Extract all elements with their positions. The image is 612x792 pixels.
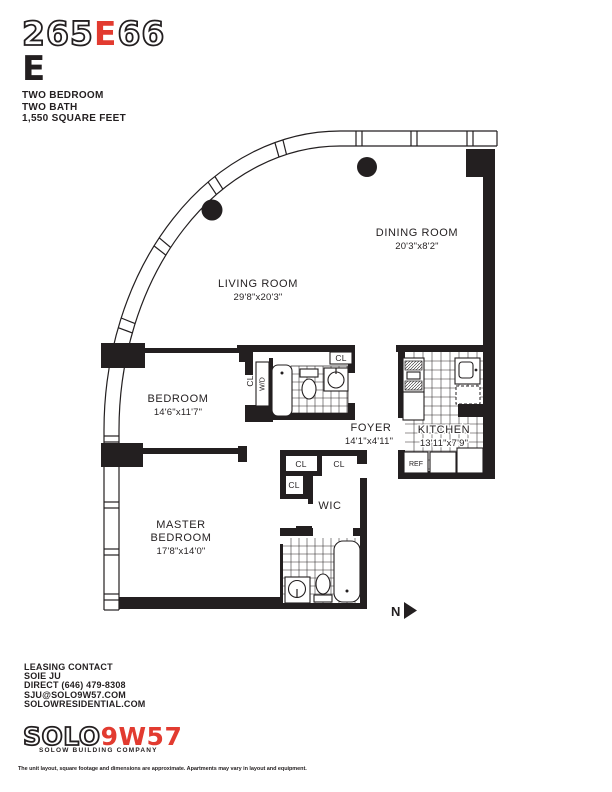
tub-drain xyxy=(281,372,284,375)
counter xyxy=(403,392,424,420)
building-logo-265: 265 xyxy=(22,14,94,53)
counter xyxy=(457,448,483,473)
master-bedroom-label-1: MASTER xyxy=(156,519,206,531)
company-tagline: SOLOW BUILDING COMPANY xyxy=(39,747,158,754)
spec-square-feet: 1,550 SQUARE FEET xyxy=(22,113,127,124)
leasing-agent-name: SOIE JU xyxy=(24,671,61,682)
column-marker-2 xyxy=(357,157,377,177)
tub-drain xyxy=(346,590,349,593)
kitchen-dims: 13'11"x7'9" xyxy=(419,438,469,449)
kitchen xyxy=(403,352,483,473)
company-logo-57: 57 xyxy=(146,722,182,751)
building-logo-e: E xyxy=(93,14,118,53)
bathroom-1 xyxy=(245,352,352,416)
bathtub-icon xyxy=(334,541,360,602)
refrigerator-label: REF xyxy=(409,461,423,468)
master-bathroom xyxy=(283,538,360,603)
closet-label: CL xyxy=(335,353,347,363)
master-bedroom-dims: 17'8"x14'0" xyxy=(156,546,206,557)
counter xyxy=(430,452,456,473)
toilet-icon xyxy=(300,369,318,399)
leasing-website: SOLOWRESIDENTIAL.COM xyxy=(24,698,146,709)
unit-letter: E xyxy=(22,49,46,89)
living-room-label: LIVING ROOM xyxy=(218,278,298,290)
leasing-phone: DIRECT (646) 479-8308 xyxy=(24,680,126,691)
bedroom-label: BEDROOM xyxy=(147,393,209,405)
spec-baths: TWO BATH xyxy=(22,101,78,113)
sink-icon xyxy=(324,368,348,391)
column-marker-1 xyxy=(202,200,223,221)
leasing-contact-block xyxy=(24,663,146,709)
leasing-email: SJU@SOLO9W57.COM xyxy=(24,689,126,700)
disclaimer-text: The unit layout, square footage and dimensions are approximate. Apartments may vary in layout and equipment. xyxy=(18,766,307,772)
spec-bedrooms: TWO BEDROOM xyxy=(22,90,104,101)
closet-label: CL xyxy=(295,459,307,469)
svg-text:N: N xyxy=(391,604,401,619)
foyer-label: FOYER xyxy=(350,422,392,434)
north-arrow-icon xyxy=(391,602,417,619)
kitchen-label: KITCHEN xyxy=(417,424,471,436)
wic-label: WIC xyxy=(318,500,342,512)
stove-icon xyxy=(403,358,424,392)
refrigerator-icon xyxy=(404,452,428,473)
washer-dryer-label: W/D xyxy=(259,377,267,391)
dining-room-dims: 20'3"x8'2" xyxy=(395,241,439,252)
closet-label: CL xyxy=(333,459,345,469)
living-room-dims: 29'8"x20'3" xyxy=(233,292,283,303)
dishwasher-icon xyxy=(456,386,480,404)
company-logo-solo: SOLO xyxy=(23,722,101,751)
sink-icon xyxy=(285,577,310,603)
building-logo-66: 66 xyxy=(117,14,166,53)
closet-label: CL xyxy=(288,480,300,490)
bedroom-dims: 14'6"x11'7" xyxy=(153,407,203,418)
counter-corner xyxy=(458,404,483,417)
closet-label: CL xyxy=(245,375,255,387)
company-logo-9w: 9W xyxy=(100,722,147,751)
kitchen-sink-icon xyxy=(455,358,480,384)
toilet-icon xyxy=(314,574,332,602)
leasing-contact-title: LEASING CONTACT xyxy=(24,662,113,672)
foyer-dims: 14'1"x4'11" xyxy=(344,436,394,447)
dining-room-label: DINING ROOM xyxy=(375,227,459,239)
master-bedroom-label-2: BEDROOM xyxy=(150,532,212,544)
